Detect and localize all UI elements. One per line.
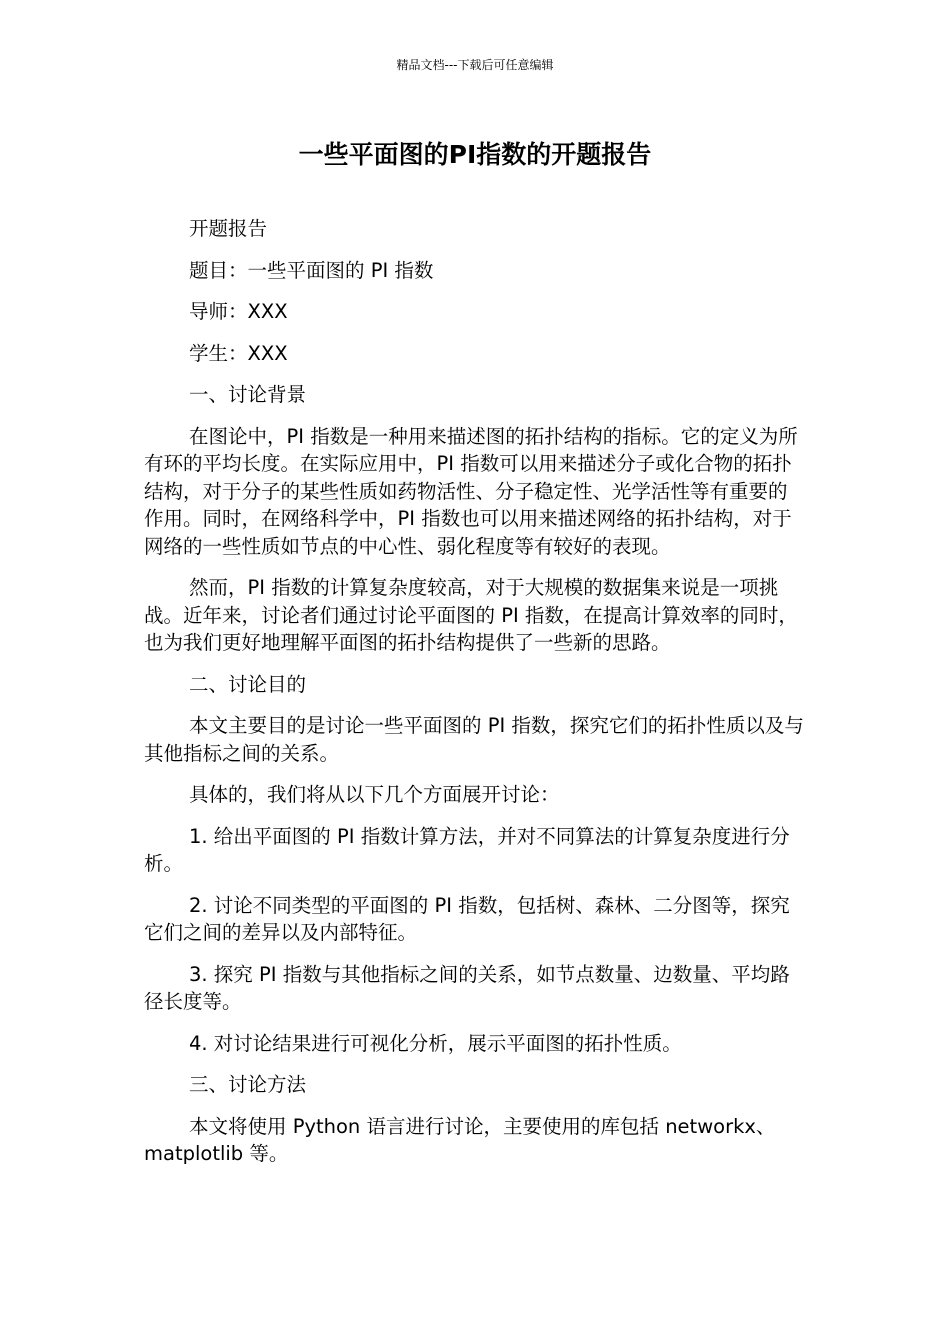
paragraph-topic: 题目：一些平面图的 PI 指数 — [189, 258, 434, 282]
list-item-2: 2. 讨论不同类型的平面图的 PI 指数，包括树、森林、二分图等，探究它们之间的差异以及内部特征。 — [144, 893, 790, 944]
heading-method: 三、讨论方法 — [189, 1073, 307, 1096]
paragraph-method: 本文将使用 Python 语言进行讨论，主要使用的库包括 networkx、matplotlib 等。 — [144, 1114, 776, 1165]
paragraph-background-1: 在图论中，PI 指数是一种用来描述图的拓扑结构的指标。它的定义为所有环的平均长度。在实际应用中，PI 指数可以用来描述分子或化合物的拓扑结构，对于分子的某些性质如药物活性、分子稳定性、光学活性等有重要的作用。同时，在网络科学中，PI 指数也可以用来描述网络的拓扑结构，对于网络的一些性质如节点的中心性、弱化程度等有较好的表现。 — [144, 424, 798, 558]
page-header: 精品文档---下载后可任意编辑 — [396, 58, 554, 72]
heading-background: 一、讨论背景 — [189, 383, 307, 406]
paragraph-purpose: 本文主要目的是讨论一些平面图的 PI 指数，探究它们的拓扑性质以及与其他指标之间的关系。 — [144, 714, 804, 765]
document-title: 一些平面图的PI指数的开题报告 — [298, 140, 652, 169]
paragraph-advisor: 导师：XXX — [189, 300, 288, 323]
paragraph-section-label: 开题报告 — [189, 217, 268, 240]
paragraph-specifics-intro: 具体的，我们将从以下几个方面展开讨论： — [189, 783, 560, 806]
paragraph-student: 学生：XXX — [189, 341, 288, 365]
list-item-1: 1. 给出平面图的 PI 指数计算方法，并对不同算法的计算复杂度进行分析。 — [144, 824, 790, 875]
heading-purpose: 二、讨论目的 — [189, 672, 307, 696]
paragraph-background-2: 然而，PI 指数的计算复杂度较高，对于大规模的数据集来说是一项挑战。近年来，讨论者们通过讨论平面图的 PI 指数，在提高计算效率的同时，也为我们更好地理解平面图的拓扑结构提供了一些新的思路。 — [144, 576, 798, 654]
list-item-3: 3. 探究 PI 指数与其他指标之间的关系，如节点数量、边数量、平均路径长度等。 — [144, 962, 790, 1013]
document-body — [144, 215, 806, 1182]
list-item-4: 4. 对讨论结果进行可视化分析，展示平面图的拓扑性质。 — [189, 1031, 682, 1055]
